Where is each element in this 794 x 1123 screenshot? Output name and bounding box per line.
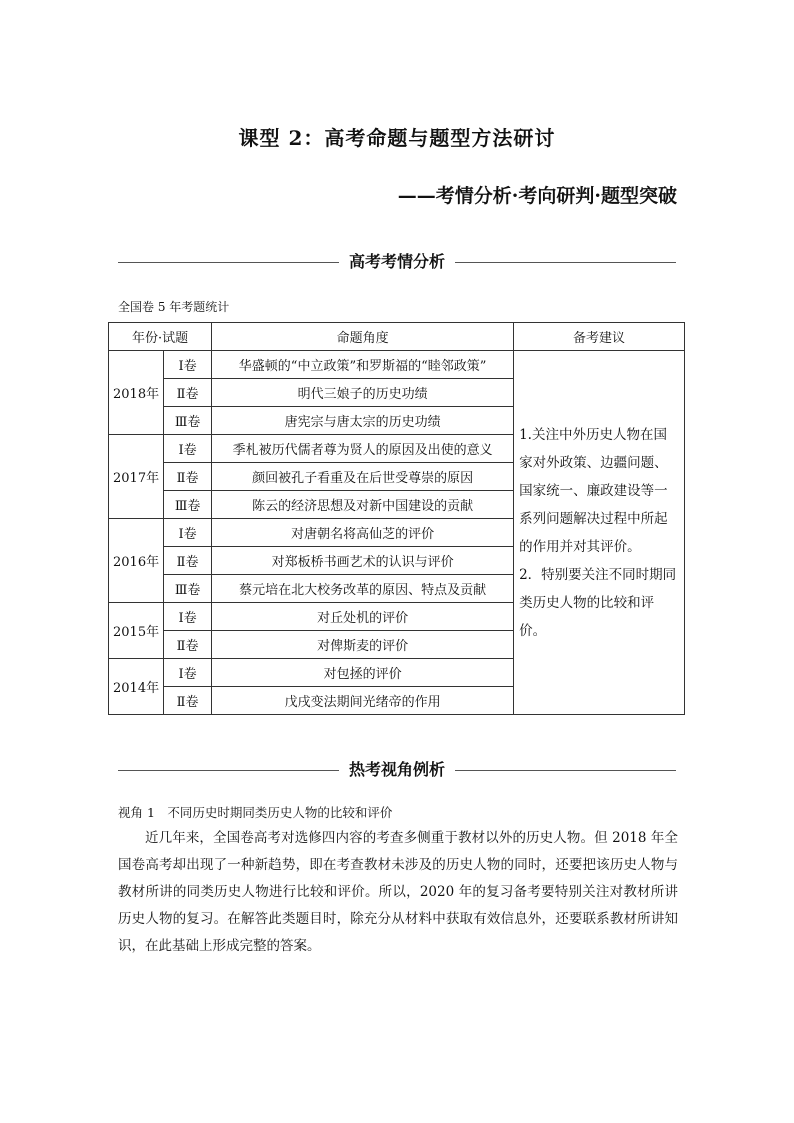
volume-cell: Ⅲ卷: [164, 491, 212, 519]
advice-item: 2．特别要关注不同时期同类历史人物的比较和评价。: [519, 566, 677, 639]
exam-stats-table: [108, 322, 685, 715]
year-cell: 2014年: [109, 659, 164, 715]
angle-cell: 对俾斯麦的评价: [212, 631, 514, 659]
body-paragraph: 近几年来，全国卷高考对选修四内容的考查多侧重于教材以外的历史人物。但 2018 年全国卷高考却出现了一种新趋势，即在考查教材未涉及的历史人物的同时，还要把该历史人物与教材所讲的同类历史人物进行比较和评价。所以，2020 年的复习备考要特别关注对教材所讲历史人物的复习。在解答此类题目时，除充分从材料中获取有效信息外，还要联系教材所讲知识，在此基础上形成完整的答案。: [118, 830, 678, 954]
volume-cell: Ⅰ卷: [164, 603, 212, 631]
year-cell: 2018年: [109, 351, 164, 435]
angle-cell: 对包拯的评价: [212, 659, 514, 687]
table-caption: 全国卷 5 年考题统计: [118, 300, 230, 314]
angle-cell: 华盛顿的“中立政策”和罗斯福的“睦邻政策”: [212, 351, 514, 379]
angle-cell: 颜回被孔子看重及在后世受尊崇的原因: [212, 463, 514, 491]
column-header: 年份·试题: [109, 323, 212, 351]
angle-cell: 季札被历代儒者尊为贤人的原因及出使的意义: [212, 435, 514, 463]
section-divider-hot-angles: [118, 760, 676, 780]
page-title: 课型 2：高考命题与题型方法研讨: [238, 126, 556, 150]
year-cell: 2016年: [109, 519, 164, 603]
advice-cell: [514, 351, 685, 715]
volume-cell: Ⅱ卷: [164, 547, 212, 575]
year-cell: 2017年: [109, 435, 164, 519]
volume-cell: Ⅲ卷: [164, 407, 212, 435]
volume-cell: Ⅰ卷: [164, 659, 212, 687]
table-row: [109, 351, 685, 379]
column-header: 备考建议: [514, 323, 685, 351]
volume-cell: Ⅱ卷: [164, 379, 212, 407]
advice-item: 1.关注中外历史人物在国家对外政策、边疆问题、国家统一、廉政建设等一系列问题解决过程中所起的作用并对其评价。: [519, 426, 668, 555]
volume-cell: Ⅱ卷: [164, 631, 212, 659]
volume-cell: Ⅱ卷: [164, 687, 212, 715]
angle-cell: 对丘处机的评价: [212, 603, 514, 631]
volume-cell: Ⅰ卷: [164, 519, 212, 547]
volume-cell: Ⅰ卷: [164, 351, 212, 379]
volume-cell: Ⅰ卷: [164, 435, 212, 463]
table-header-row: [109, 323, 685, 351]
year-cell: 2015年: [109, 603, 164, 659]
angle-cell: 对唐朝名将高仙芝的评价: [212, 519, 514, 547]
volume-cell: Ⅲ卷: [164, 575, 212, 603]
volume-cell: Ⅱ卷: [164, 463, 212, 491]
section-divider-exam-analysis: [118, 252, 676, 272]
angle-cell: 对郑板桥书画艺术的认识与评价: [212, 547, 514, 575]
angle-cell: 蔡元培在北大校务改革的原因、特点及贡献: [212, 575, 514, 603]
column-header: 命题角度: [212, 323, 514, 351]
angle-cell: 明代三娘子的历史功绩: [212, 379, 514, 407]
section-heading: 热考视角例析: [339, 760, 455, 779]
angle-cell: 陈云的经济思想及对新中国建设的贡献: [212, 491, 514, 519]
angle-title: 视角 1 不同历史时期同类历史人物的比较和评价: [118, 805, 393, 820]
angle-cell: 戊戌变法期间光绪帝的作用: [212, 687, 514, 715]
angle-cell: 唐宪宗与唐太宗的历史功绩: [212, 407, 514, 435]
section-heading: 高考考情分析: [339, 252, 455, 271]
page-subtitle: ——考情分析·考向研判·题型突破: [397, 185, 677, 207]
